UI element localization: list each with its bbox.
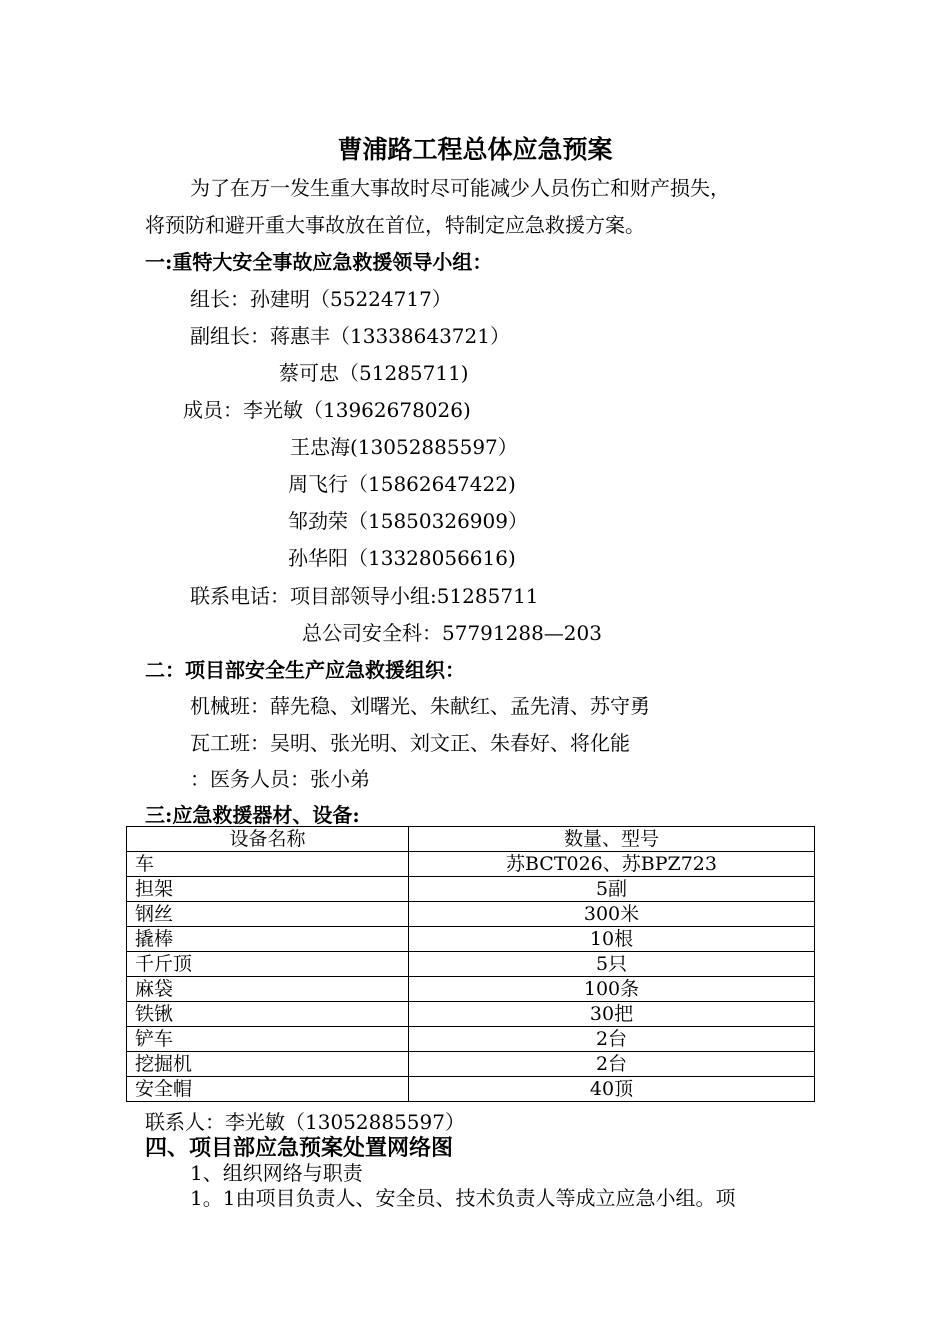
section2-heading: 二：项目部安全生产应急救援组织：	[145, 658, 465, 682]
intro-line-1: 为了在万一发生重大事故时尽可能减少人员伤亡和财产损失，	[190, 176, 730, 200]
section3-heading: 三:应急救援器材、设备:	[145, 803, 360, 827]
section4-subheading: 1、组织网络与职责	[190, 1161, 363, 1185]
equipment-quantity-cell: 2台	[409, 1052, 815, 1077]
leader-line: 组长：孙建明（55224717）	[190, 287, 452, 311]
section1-heading: 一:重特大安全事故应急救援领导小组：	[145, 250, 493, 274]
table-row	[127, 1027, 815, 1052]
equipment-quantity-cell: 5副	[409, 877, 815, 902]
equipment-quantity-cell: 300米	[409, 902, 815, 927]
equipment-quantity-cell: 5只	[409, 952, 815, 977]
equipment-name-cell: 挖掘机	[127, 1052, 409, 1077]
equipment-quantity-cell: 苏BCT026、苏BPZ723	[409, 852, 815, 877]
table-row	[127, 1052, 815, 1077]
equipment-name-cell: 铁锹	[127, 1002, 409, 1027]
col-header-name: 设备名称	[127, 827, 409, 852]
equipment-name-cell: 撬棒	[127, 927, 409, 952]
member-line-1: 成员：李光敏（13962678026)	[183, 398, 471, 422]
equipment-quantity-cell: 30把	[409, 1002, 815, 1027]
company-safety-line: 总公司安全科：57791288—203	[302, 621, 602, 645]
equipment-quantity-cell: 100条	[409, 977, 815, 1002]
masonry-team-line: 瓦工班：吴明、张光明、刘文正、朱春好、将化能	[190, 731, 630, 755]
equipment-name-cell: 千斤顶	[127, 952, 409, 977]
equipment-name-cell: 麻袋	[127, 977, 409, 1002]
equipment-table	[126, 826, 815, 1102]
intro-line-2: 将预防和避开重大事故放在首位，特制定应急救援方案。	[145, 213, 645, 237]
equipment-name-cell: 铲车	[127, 1027, 409, 1052]
equipment-name-cell: 安全帽	[127, 1077, 409, 1102]
page-title: 曹浦路工程总体应急预案	[337, 135, 613, 164]
table-row	[127, 852, 815, 877]
equipment-name-cell: 担架	[127, 877, 409, 902]
equipment-name-cell: 车	[127, 852, 409, 877]
member-line-4: 邹劲荣（15850326909）	[288, 509, 528, 533]
table-row	[127, 927, 815, 952]
contact-phone-line: 联系电话：项目部领导小组:51285711	[190, 584, 539, 608]
col-header-quantity: 数量、型号	[409, 827, 815, 852]
member-line-2: 王忠海(13052885597）	[290, 435, 518, 459]
equipment-quantity-cell: 40顶	[409, 1077, 815, 1102]
equipment-quantity-cell: 2台	[409, 1027, 815, 1052]
equipment-quantity-cell: 10根	[409, 927, 815, 952]
table-row	[127, 952, 815, 977]
table-row	[127, 1002, 815, 1027]
equipment-contact-line: 联系人：李光敏（13052885597）	[145, 1110, 465, 1134]
table-row	[127, 1077, 815, 1102]
table-row	[127, 877, 815, 902]
table-row	[127, 977, 815, 1002]
section4-paragraph: 1。1由项目负责人、安全员、技术负责人等成立应急小组。项	[190, 1186, 736, 1210]
deputy-line-2: 蔡可忠（51285711)	[279, 361, 469, 385]
table-header-row	[127, 827, 815, 852]
table-row	[127, 902, 815, 927]
medical-staff-line: ：医务人员：张小弟	[190, 767, 370, 791]
equipment-name-cell: 钢丝	[127, 902, 409, 927]
section4-heading: 四、项目部应急预案处置网络图	[145, 1135, 454, 1161]
member-line-3: 周飞行（15862647422)	[288, 472, 516, 496]
member-line-5: 孙华阳（13328056616)	[288, 546, 516, 570]
machinery-team-line: 机械班：薛先稳、刘曙光、朱献红、孟先清、苏守勇	[190, 694, 650, 718]
deputy-line-1: 副组长：蒋惠丰（13338643721）	[190, 324, 510, 348]
